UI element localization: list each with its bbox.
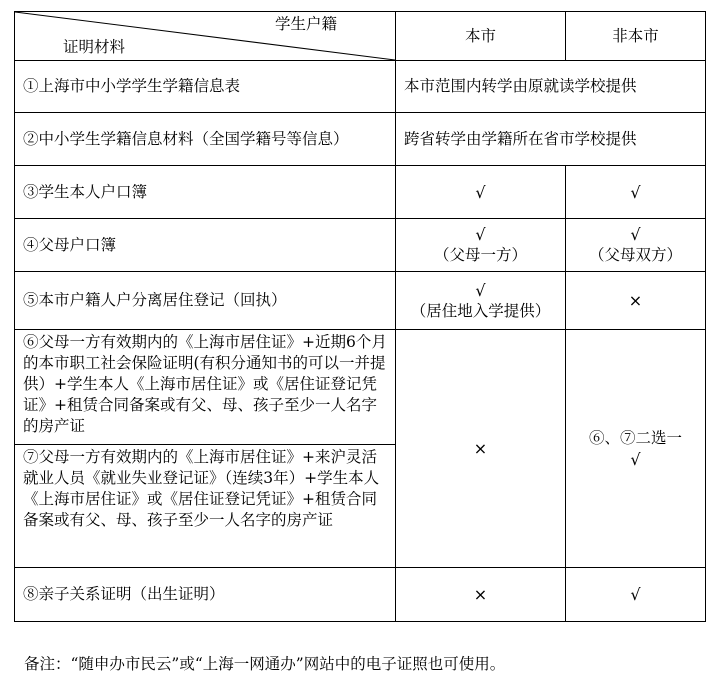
row-label: ⑦父母一方有效期内的《上海市居住证》+来沪灵活就业人员《就业失业登记证》（连续3年）+学生本人《上海市居住证》或《居住证登记凭证》+租赁合同备案或有父、母、孩子至少一人名字的房产证 bbox=[23, 448, 380, 529]
cell-note: （居住地入学提供） bbox=[410, 301, 551, 320]
cell-note: （父母一方） bbox=[433, 246, 527, 264]
header-materials: 证明材料 bbox=[63, 38, 126, 56]
check-mark: √ bbox=[475, 225, 486, 244]
diagonal-header-cell bbox=[15, 12, 396, 61]
table-row bbox=[15, 330, 706, 568]
local-cell bbox=[396, 272, 566, 330]
table-row bbox=[15, 272, 706, 330]
check-mark: √ bbox=[630, 225, 641, 244]
header-household: 学生户籍 bbox=[274, 15, 337, 33]
check-mark: √ bbox=[566, 166, 706, 219]
table-row bbox=[15, 568, 706, 622]
header-nonlocal: 非本市 bbox=[566, 12, 706, 61]
table-row bbox=[15, 61, 706, 113]
header-local: 本市 bbox=[396, 12, 566, 61]
check-mark: √ bbox=[630, 449, 641, 469]
cell-note: （父母双方） bbox=[588, 246, 682, 264]
row-label: ①上海市中小学学生学籍信息表 bbox=[15, 61, 396, 113]
local-cell bbox=[396, 219, 566, 272]
table-row bbox=[15, 219, 706, 272]
row-label: ③学生本人户口簿 bbox=[15, 166, 396, 219]
row-label: ④父母户口簿 bbox=[15, 219, 396, 272]
row-label: ⑤本市户籍人户分离居住登记（回执） bbox=[15, 272, 396, 330]
materials-table bbox=[14, 11, 706, 622]
row-merged-value: 本市范围内转学由原就读学校提供 bbox=[396, 61, 706, 113]
cross-mark: × bbox=[396, 568, 566, 622]
cross-mark: × bbox=[396, 330, 566, 568]
check-mark: √ bbox=[566, 568, 706, 622]
row-label: ⑧亲子关系证明（出生证明） bbox=[15, 568, 396, 622]
nonlocal-cell bbox=[566, 219, 706, 272]
row-merged-value: 跨省转学由学籍所在省市学校提供 bbox=[396, 113, 706, 166]
cross-mark: × bbox=[566, 272, 706, 330]
row-label: ⑥父母一方有效期内的《上海市居住证》+近期6个月的本市职工社会保险证明(有积分通知书的可以一并提供）+学生本人《上海市居住证》或《居住证登记凭证》+租赁合同备案或有父、母、孩子至少一人名字的房产证 bbox=[15, 330, 395, 445]
split-label-cell bbox=[15, 330, 396, 568]
check-mark: √ bbox=[475, 280, 486, 300]
table-row bbox=[15, 166, 706, 219]
check-mark: √ bbox=[396, 166, 566, 219]
choose-one-text: ⑥、⑦二选一 bbox=[588, 428, 682, 447]
footnote: 备注：“随申办市民云”或“上海一网通办”网站中的电子证照也可使用。 bbox=[24, 655, 506, 673]
row-label: ②中小学生学籍信息材料（全国学籍号等信息） bbox=[15, 113, 396, 166]
nonlocal-cell bbox=[566, 330, 706, 568]
table-row bbox=[15, 113, 706, 166]
